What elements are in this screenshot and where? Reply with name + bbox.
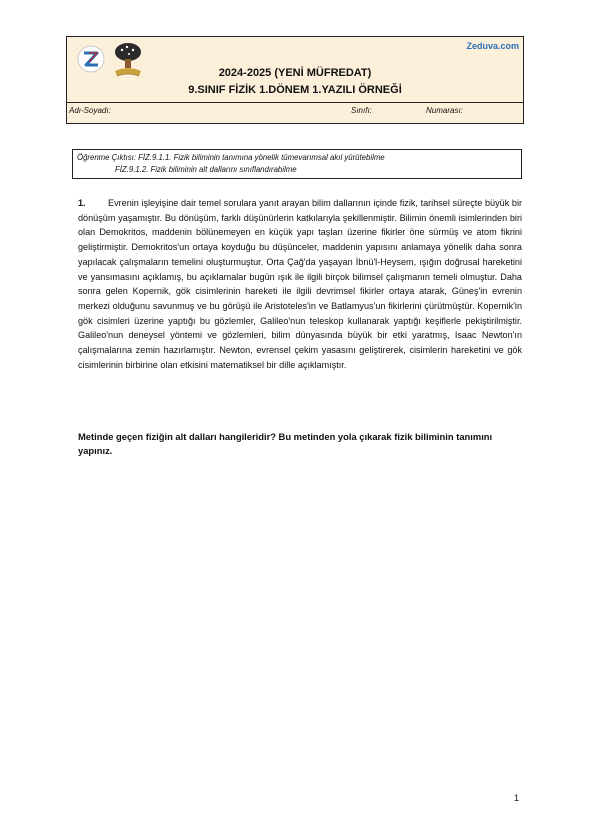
question-prompt: Metinde geçen fiziğin alt dalları hangileridir? Bu metinden yola çıkarak fizik biliminin tanımını yapınız. — [78, 431, 493, 456]
exam-title: 9.SINIF FİZİK 1.DÖNEM 1.YAZILI ÖRNEĞİ — [188, 84, 402, 96]
question-text: Evrenin işleyişine dair temel sorulara yanıt arayan bilim dallarının içinde fizik, tarihsel süreçte büyük bir dönüşüm yaşamıştır. Bu dönüşüm, farklı düşünürlerin katkılarıyla şekillenmiştir. Bilimin önemli isimlerinden biri olan Demokritos, maddenin bölünemeyen en küçük yapı taşları üzerine fikirler öne sürmüş ve atom fikrini geliştirmiştir. Demokritos'un ortaya koyduğu bu düşünceler, maddenin yapısını anlamaya yönelik daha sonra yapılacak çalışmaların temelini oluşturmuştur. Orta Çağ'da yaşayan İbnü'l-Heysem, ışığın doğrusal hareketini ve yansımasını açıklamış, bu açıklamalar bugün ışık ile ilgili birçok bilimsel çalışmanın temeli olmuştur. Daha sonra gelen Kopernik, gök cisimlerinin hareketi ile ilgili devrimsel fikirler ortaya atarak, Güneş'in evrenin merkezi olduğunu savunmuş ve bu görüşü ile Aristoteles'in ve Batlamyus'un fikirlerini çürütmüştür. Kopernik'in gök cisimleri üzerine yaptığı bu gözlemler, Galileo'nun teleskop kullanarak yaptığı keşiflerle pekiştirilmiştir. Galileo'nun deneysel yöntemi ve gözlemleri, bilim dünyasında büyük bir etki yaratmış, Isaac Newton'ın çalışmalarına zemin hazırlamıştır. Newton, evrensel çekim yasasını geliştirerek, cisimlerin hareketini ve gök cisimlerinin birbirine olan etkisini matematiksel bir dille açıklamıştır. — [78, 198, 522, 370]
objective-line-2: FİZ.9.1.2. Fizik biliminin alt dallarını sınıflandırabilme — [115, 165, 297, 174]
header-divider — [67, 102, 523, 103]
page-number: 1 — [514, 793, 520, 803]
question-number: 1. — [78, 198, 86, 208]
exam-year-title: 2024-2025 (YENİ MÜFREDAT) — [218, 67, 372, 79]
question-1 — [78, 196, 522, 372]
name-label: Adı-Soyadı: — [69, 106, 111, 115]
number-label: Numarası: — [426, 106, 463, 115]
learning-objectives — [72, 149, 522, 179]
class-label: Sınıfı: — [351, 106, 372, 115]
exam-header — [66, 36, 524, 124]
site-name[interactable]: Zeduva.com — [466, 41, 519, 51]
objective-line-1: Öğrenme Çıktısı: FİZ.9.1.1. Fizik biliminin tanımına yönelik tümevarımsal akıl yürütebilme — [77, 153, 385, 162]
